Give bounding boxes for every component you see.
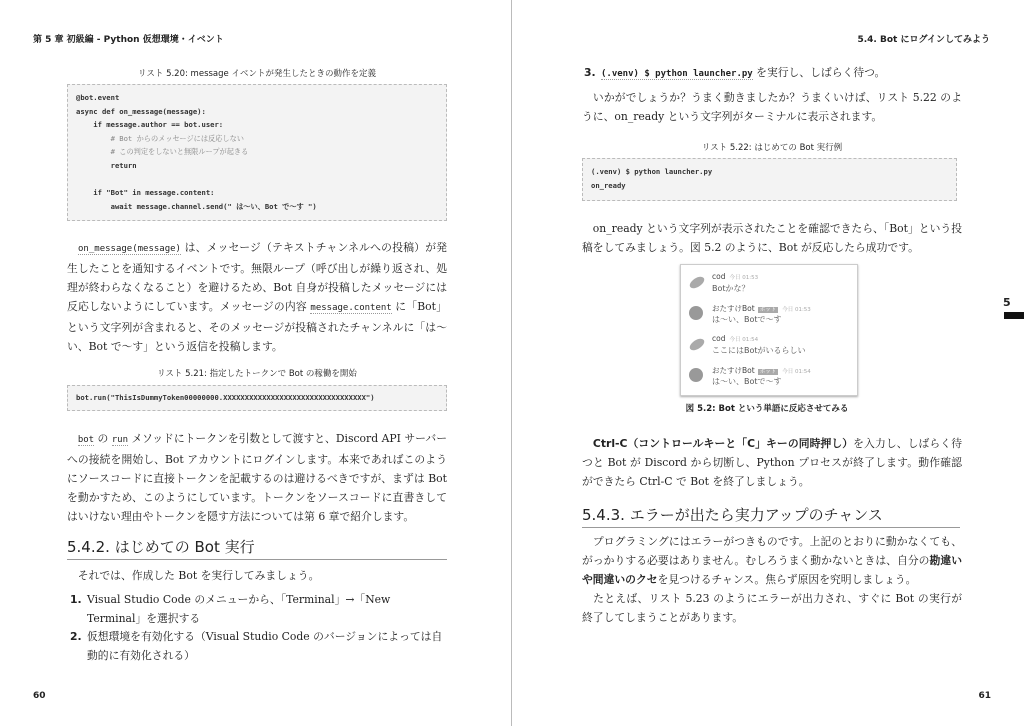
listing-caption: リスト 5.20: message イベントが発生したときの動作を定義	[138, 69, 376, 79]
message-author: cod	[712, 334, 726, 343]
page-number: 61	[978, 691, 991, 701]
listing-caption: リスト 5.21: 指定したトークンで Bot の稼働を開始	[157, 369, 357, 379]
text-run: を入力し、しばらく待つと Bot が Discord から切断し、Python プロセスが終了します。動作確認ができたら Ctrl-C で Bot を終了しましょう。	[582, 437, 963, 488]
step-text: を実行し、しばらく待つ。	[752, 66, 886, 79]
bot-badge: ボット	[759, 369, 777, 375]
fish-avatar-icon	[688, 336, 706, 353]
step-number: 2.	[70, 630, 82, 643]
text-run: の	[94, 432, 112, 445]
message-text: ここにはBotがいるらしい	[712, 346, 806, 355]
code-line: (.venv) $ python launcher.py	[591, 167, 713, 176]
step-number: 1.	[70, 593, 82, 606]
code-line: @bot.event	[76, 93, 120, 102]
text-run: プログラミングにはエラーがつきものです。上記のとおりに動かなくても、がっかりする必要はありません。むしろうまく動かないときは、自分の	[582, 535, 962, 567]
body-paragraph	[67, 238, 447, 356]
text-run: メソッドにトークンを引数として渡すと、Discord API サーバーへの接続を開始し、Bot アカウントにログインします。本来であればこのようにソースコードに直接トークンを記載するのは避けるべきですが、まずは Bot を動かすため、このようにしています。トークンをソースコードに直書きしてはいけない理由やトークンを隠す方法については第 6 章で紹介します。	[67, 432, 447, 523]
text-run: は、メッセージ（テキストチャンネルへの投稿）が発生したことを通知するイベントです。無限ループ（呼び出しが繰り返され、処理が終わらなくなること）を避けるため、Bot 自身が投稿したメッセージには反応しないようにしています。メッセージの内容	[67, 241, 448, 313]
text-run	[67, 241, 78, 254]
code-listing	[67, 84, 447, 221]
section-heading: 5.4.2. はじめての Bot 実行	[67, 536, 447, 560]
message-time: 今日 01:54	[782, 369, 811, 375]
section-heading: 5.4.3. エラーが出たら実力アップのチャンス	[582, 504, 960, 528]
code-line: return	[76, 160, 137, 170]
step-item	[70, 627, 447, 665]
code-line: await message.channel.send(" は〜い、Bot で〜す ")	[76, 201, 317, 211]
code-comment-line: # この判定をしないと無限ループが起きる	[76, 147, 249, 157]
body-paragraph	[582, 532, 962, 589]
chat-message	[689, 272, 854, 302]
discord-bot-avatar-icon	[689, 368, 703, 382]
emphasis-text: 勘違いや間違いのクセ	[582, 554, 962, 586]
message-time: 今日 01:53	[729, 275, 759, 281]
inline-code: (.venv) $ python launcher.py	[601, 69, 753, 79]
text-run: on_ready という文字列が表示されたことを確認できたら、「Bot」という投稿をしてみましょう。図 5.2 のように、Bot が反応したら成功です。	[582, 222, 962, 254]
text-run: に「Bot」という文字列が含まれると、そのメッセージが投稿されたチャンネルに「は〜い、Bot で〜す」という返信を投稿します。	[67, 300, 447, 353]
inline-code: on_message(message)	[78, 244, 181, 254]
running-head: 5.4. Bot にログインしてみよう	[857, 35, 990, 45]
message-text: Botかな？	[712, 284, 750, 293]
emphasis-text: Ctrl-C（コントロールキーと「C」キーの同時押し）	[592, 437, 854, 450]
figure-caption: 図 5.2: Bot という単語に反応させてみる	[685, 404, 849, 414]
body-paragraph	[582, 219, 962, 257]
discord-bot-avatar-icon	[689, 306, 703, 320]
code-line: bot.run("ThisIsDummyToken00000000.XXXXXXXXXXXXXXXXXXXXXXXXXXXXXXXXX")	[76, 393, 375, 402]
code-line	[76, 173, 438, 187]
message-author: cod	[712, 272, 726, 281]
body-paragraph	[67, 429, 447, 526]
message-text: は〜い、Botで〜す	[712, 315, 782, 324]
chat-message	[689, 303, 854, 333]
step-text: Visual Studio Code のメニューから、「Terminal」→「New Terminal」を選択する	[87, 593, 391, 625]
code-line: if "Bot" in message.content:	[76, 188, 215, 198]
message-time: 今日 01:54	[729, 337, 759, 343]
step-number: 3.	[584, 66, 596, 79]
fish-avatar-icon	[688, 274, 706, 291]
running-head: 第 5 章 初級編 - Python 仮想環境・イベント	[33, 35, 224, 45]
message-time: 今日 01:53	[782, 307, 811, 313]
message-author: おたすけBot	[712, 366, 755, 375]
message-text: は〜い、Botで〜す	[712, 377, 782, 386]
chat-message	[689, 365, 854, 395]
code-listing	[582, 158, 957, 201]
code-line: if message.author == bot.user:	[76, 120, 224, 130]
text-run: いかがでしょうか？うまく動きましたか？うまくいけば、リスト 5.22 のように、on_ready という文字列がターミナルに表示されます。	[582, 91, 962, 123]
text-run	[582, 437, 593, 450]
text-run: を見つけるチャンス。焦らず原因を究明しましょう。	[657, 573, 917, 586]
bot-badge: ボット	[759, 307, 777, 313]
text-run: それでは、作成した Bot を実行してみましょう。	[67, 569, 320, 582]
step-item	[70, 590, 447, 628]
code-comment-line: # Bot からのメッセージには反応しない	[76, 133, 244, 143]
message-author: おたすけBot	[712, 304, 755, 313]
code-line: async def on_message(message):	[76, 106, 206, 116]
code-listing	[67, 385, 447, 411]
chat-message	[689, 334, 854, 364]
body-paragraph	[582, 88, 962, 126]
page-number: 60	[33, 691, 46, 701]
inline-code: run	[111, 435, 129, 445]
body-paragraph	[582, 434, 962, 491]
body-paragraph	[67, 566, 447, 585]
text-run: たとえば、リスト 5.23 のようにエラーが出力され、すぐに Bot の実行が終了してしまうことがあります。	[582, 592, 962, 624]
code-line: on_ready	[591, 180, 626, 190]
discord-chat-figure	[680, 264, 858, 396]
chapter-tab-number: 5	[1003, 296, 1011, 309]
step-text: 仮想環境を有効化する（Visual Studio Code のバージョンによっては自動的に有効化される）	[87, 630, 443, 662]
inline-code: bot	[77, 435, 95, 445]
text-run	[67, 432, 78, 445]
inline-code: message.content	[310, 303, 392, 313]
listing-caption: リスト 5.22: はじめての Bot 実行例	[701, 143, 843, 153]
page-61	[512, 0, 1024, 726]
body-paragraph	[582, 589, 962, 627]
step-item	[584, 63, 964, 82]
chapter-tab-marker	[1004, 312, 1024, 319]
